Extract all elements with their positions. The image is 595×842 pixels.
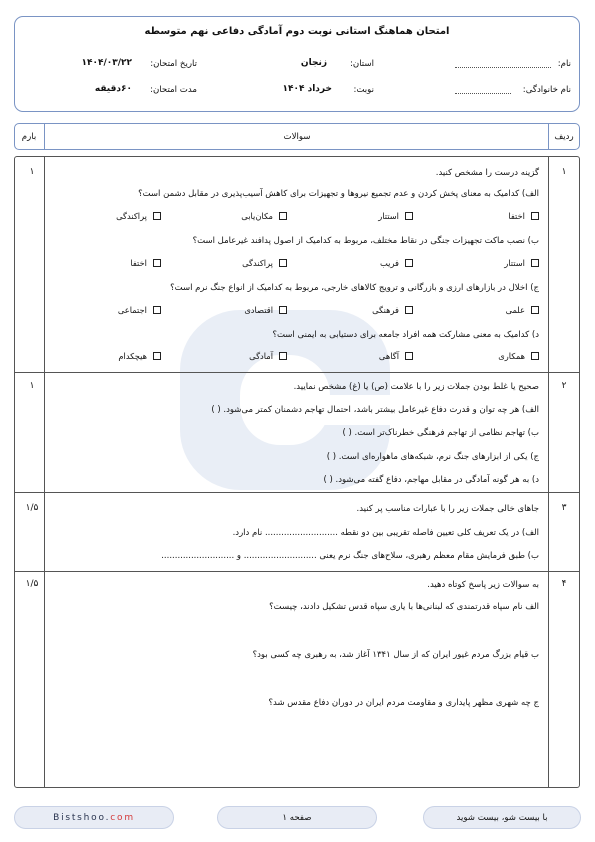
- score-column-label: بارم: [21, 131, 37, 142]
- footer-page-number: صفحه ۱: [217, 806, 377, 829]
- province-value: زنجان: [300, 58, 327, 68]
- question-1-instruction: گزینه درست را مشخص کنید.: [435, 168, 539, 178]
- option-checkbox[interactable]: استتار: [504, 258, 539, 268]
- brand-tld: com: [110, 812, 135, 823]
- duration-label: مدت امتحان:: [150, 85, 197, 95]
- question-1b-text: ب) نصب ماکت تجهیزات جنگی در نقاط مختلف، مربوط به کدامیک از اصول پدافند غیرعامل است؟: [192, 236, 539, 246]
- question-2-instruction: صحیح یا غلط بودن جملات زیر را با علامت (ص) یا (غ) مشخص نمایید.: [293, 382, 539, 392]
- term-label: نوبت:: [353, 85, 374, 95]
- question-1c-options: [67, 305, 539, 319]
- question-2d-text: د) به هر گونه آمادگی در مقابل مهاجم، دفاع گفته می‌شود. ( ): [323, 475, 539, 485]
- name-field[interactable]: [455, 58, 551, 68]
- option-checkbox[interactable]: پراکندگی: [242, 258, 287, 268]
- questions-column-label: سوالات: [283, 131, 311, 142]
- option-checkbox[interactable]: علمی: [506, 305, 539, 315]
- name-label: نام:: [557, 59, 571, 69]
- question-1-score: ۱: [29, 167, 35, 177]
- question-4c-text: ج چه شهری مظهر پایداری و مقاومت مردم ایران در دوران دفاع مقدس شد؟: [268, 698, 539, 708]
- question-1b-options: [67, 258, 539, 272]
- option-checkbox[interactable]: فریب: [380, 258, 413, 268]
- exam-date-label: تاریخ امتحان:: [150, 59, 197, 69]
- province-label: استان:: [349, 59, 374, 69]
- question-4b-text: ب قیام بزرگ مردم غیور ایران که از سال ۱۳۴۱ آغاز شد، به رهبری چه کسی بود؟: [252, 650, 539, 660]
- question-2c-text: ج) یکی از ابزارهای جنگ نرم، شبکه‌های ماهواره‌ای است. ( ): [326, 452, 539, 462]
- option-checkbox[interactable]: استتار: [378, 211, 413, 221]
- question-1c-text: ج) اخلال در بازارهای ارزی و بازرگانی و ترویج کالاهای خارجی، مربوط به کدامیک از انواع جنگ نرم است؟: [170, 283, 539, 293]
- row-column-label: ردیف: [554, 131, 574, 142]
- question-1-number: ۱: [561, 167, 567, 177]
- option-checkbox[interactable]: آگاهی: [379, 351, 413, 361]
- option-checkbox[interactable]: همکاری: [498, 351, 539, 361]
- option-checkbox[interactable]: فرهنگی: [372, 305, 413, 315]
- family-name-field[interactable]: [455, 84, 511, 94]
- question-1d-text: د) کدامیک به معنی مشارکت همه افراد جامعه برای دستیابی به ایمنی است؟: [272, 330, 539, 340]
- option-checkbox[interactable]: مکان‌یابی: [241, 211, 287, 221]
- option-checkbox[interactable]: پراکندگی: [116, 211, 161, 221]
- question-3-score: ۱/۵: [25, 503, 39, 513]
- exam-title: امتحان هماهنگ استانی نوبت دوم آمادگی دفاعی نهم متوسطه: [144, 26, 450, 37]
- question-3-number: ۳: [561, 503, 567, 513]
- question-2a-text: الف) هر چه توان و قدرت دفاع غیرعامل بیشتر باشد، احتمال تهاجم دشمنان کمتر می‌شود. ( ): [211, 405, 539, 415]
- duration-value: ۶۰دقیقه: [94, 84, 132, 94]
- option-checkbox[interactable]: اجتماعی: [118, 305, 161, 315]
- family-name-label: نام خانوادگی:: [522, 85, 571, 95]
- option-checkbox[interactable]: آمادگی: [249, 351, 287, 361]
- question-3b-text: ب) طبق فرمایش مقام معظم رهبری، سلاح‌های جنگ نرم یعنی ........................... و ...........................: [161, 551, 539, 561]
- exam-header: [14, 16, 580, 112]
- footer-slogan: با بیست شو، بیست شوید: [423, 806, 581, 829]
- column-header: [14, 123, 580, 150]
- question-4-number: ۴: [561, 579, 567, 589]
- question-1a-text: الف) کدامیک به معنای پخش کردن و عدم تجمیع نیروها و تجهیزات برای کاهش آسیب‌پذیری در مقابل دشمن است؟: [138, 189, 539, 199]
- question-1d-options: [67, 351, 539, 365]
- exam-date-value: ۱۴۰۴/۰۳/۲۲: [81, 58, 132, 68]
- question-1a-options: [67, 211, 539, 225]
- footer-brand-link[interactable]: [14, 806, 174, 829]
- question-4-score: ۱/۵: [25, 579, 39, 589]
- brand-name: Bistshoo.: [53, 812, 111, 823]
- question-4a-text: الف نام سپاه قدرتمندی که لبنانی‌ها با یاری سپاه قدس تشکیل دادند، چیست؟: [269, 602, 539, 612]
- question-2-score: ۱: [29, 381, 35, 391]
- question-2b-text: ب) تهاجم نظامی از تهاجم فرهنگی خطرناک‌تر است. ( ): [342, 428, 539, 438]
- term-value: خرداد ۱۴۰۴: [282, 84, 332, 94]
- question-2-number: ۲: [561, 381, 567, 391]
- option-checkbox[interactable]: اختفا: [508, 211, 539, 221]
- question-3-instruction: جاهای خالی جملات زیر را با عبارات مناسب پر کنید.: [356, 504, 539, 514]
- question-4-instruction: به سوالات زیر پاسخ کوتاه دهید.: [427, 580, 539, 590]
- option-checkbox[interactable]: اقتصادی: [244, 305, 287, 315]
- questions-table: [14, 156, 580, 788]
- option-checkbox[interactable]: اختفا: [130, 258, 161, 268]
- option-checkbox[interactable]: هیچکدام: [118, 351, 161, 361]
- question-3a-text: الف) در یک تعریف کلی تعیین فاصله تقریبی بین دو نقطه ........................... نام دارد.: [232, 528, 539, 538]
